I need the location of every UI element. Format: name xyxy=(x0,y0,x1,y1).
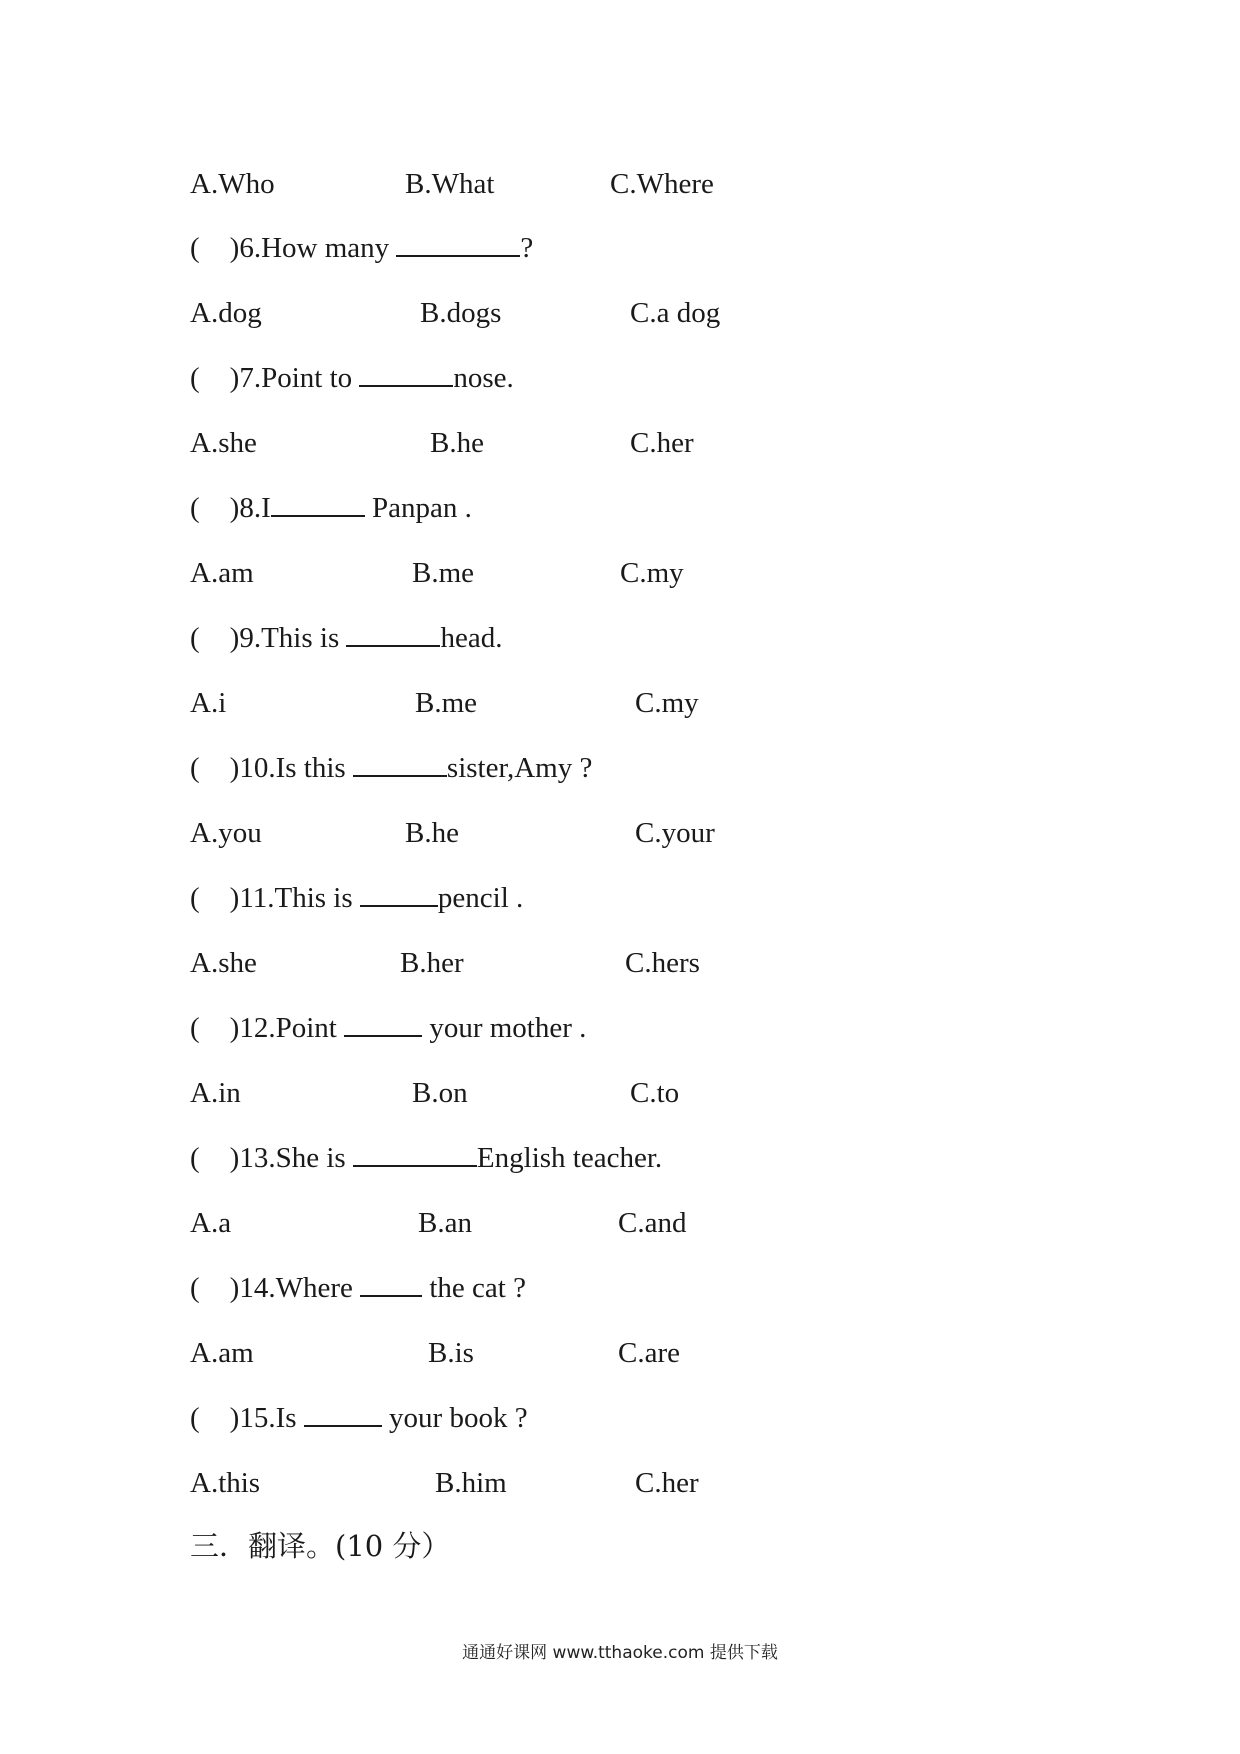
answer-blank xyxy=(271,491,365,517)
option-b: B.he xyxy=(430,427,484,459)
answer-blank xyxy=(353,751,447,777)
option-b: B.he xyxy=(405,817,459,849)
section-heading-translation: 三．翻译。(10 分） xyxy=(190,1529,451,1563)
answer-blank xyxy=(396,231,520,257)
option-b: B.dogs xyxy=(420,297,502,329)
paren-open: ( xyxy=(190,1272,200,1304)
page-footer: 通通好课网 www.tthaoke.com 提供下载 xyxy=(462,1643,778,1663)
answer-blank xyxy=(360,1271,422,1297)
option-a: A.in xyxy=(190,1077,241,1109)
question-tail: Panpan . xyxy=(364,492,472,524)
question-text: )7.Point to xyxy=(229,362,360,394)
question-tail: nose. xyxy=(453,362,514,394)
option-c: C.a dog xyxy=(630,297,721,329)
question-tail: ? xyxy=(520,232,534,264)
paren-open: ( xyxy=(190,232,200,264)
answer-blank xyxy=(304,1401,382,1427)
option-b: B.her xyxy=(400,947,464,979)
option-c: C.my xyxy=(635,687,699,719)
question-text: )10.Is this xyxy=(229,752,353,784)
question-6 xyxy=(190,230,533,266)
answer-blank xyxy=(344,1011,422,1037)
question-text: )11.This is xyxy=(229,882,360,914)
paren-open: ( xyxy=(190,1402,200,1434)
question-text: )8.I xyxy=(229,492,271,524)
question-13 xyxy=(190,1140,662,1176)
question-text: )12.Point xyxy=(229,1012,345,1044)
paren-open: ( xyxy=(190,1142,200,1174)
answer-blank xyxy=(360,881,438,907)
option-c: C.hers xyxy=(625,947,700,979)
question-7 xyxy=(190,360,514,396)
option-b: B.me xyxy=(415,687,478,719)
option-c: C.and xyxy=(618,1207,687,1239)
question-11 xyxy=(190,880,523,916)
paren-open: ( xyxy=(190,622,200,654)
option-c: C.my xyxy=(620,557,684,589)
option-c: C.Where xyxy=(610,168,714,200)
option-a: A.am xyxy=(190,557,254,589)
question-text: )9.This is xyxy=(229,622,347,654)
paren-open: ( xyxy=(190,882,200,914)
option-a: A.she xyxy=(190,947,257,979)
question-tail: sister,Amy ? xyxy=(446,752,593,784)
answer-blank xyxy=(353,1141,477,1167)
option-b: B.What xyxy=(405,168,495,200)
option-b: B.on xyxy=(412,1077,468,1109)
paren-open: ( xyxy=(190,752,200,784)
option-c: C.are xyxy=(618,1337,680,1369)
question-15 xyxy=(190,1400,528,1436)
answer-blank xyxy=(359,361,453,387)
option-b: B.is xyxy=(428,1337,474,1369)
option-b: B.me xyxy=(412,557,475,589)
question-tail: your book ? xyxy=(381,1402,528,1434)
question-12 xyxy=(190,1010,586,1046)
option-b: B.him xyxy=(435,1467,507,1499)
question-text: )14.Where xyxy=(229,1272,361,1304)
question-tail: the cat ? xyxy=(422,1272,526,1304)
question-text: )6.How many xyxy=(229,232,397,264)
option-c: C.your xyxy=(635,817,715,849)
option-c: C.to xyxy=(630,1077,680,1109)
question-8 xyxy=(190,490,472,526)
option-a: A.i xyxy=(190,687,227,719)
question-14 xyxy=(190,1270,526,1306)
paren-open: ( xyxy=(190,492,200,524)
option-a: A.a xyxy=(190,1207,232,1239)
paren-open: ( xyxy=(190,1012,200,1044)
option-a: A.she xyxy=(190,427,257,459)
question-text: )15.Is xyxy=(229,1402,304,1434)
option-b: B.an xyxy=(418,1207,472,1239)
question-9 xyxy=(190,620,502,656)
question-text: )13.She is xyxy=(229,1142,353,1174)
option-a: A.this xyxy=(190,1467,261,1499)
question-tail: head. xyxy=(440,622,503,654)
option-c: C.her xyxy=(635,1467,699,1499)
answer-blank xyxy=(346,621,440,647)
question-10 xyxy=(190,750,592,786)
paren-open: ( xyxy=(190,362,200,394)
option-c: C.her xyxy=(630,427,694,459)
question-tail: English teacher. xyxy=(476,1142,663,1174)
question-tail: pencil . xyxy=(437,882,524,914)
option-a: A.Who xyxy=(190,168,275,200)
option-a: A.am xyxy=(190,1337,254,1369)
option-a: A.dog xyxy=(190,297,262,329)
option-a: A.you xyxy=(190,817,262,849)
question-tail: your mother . xyxy=(422,1012,587,1044)
